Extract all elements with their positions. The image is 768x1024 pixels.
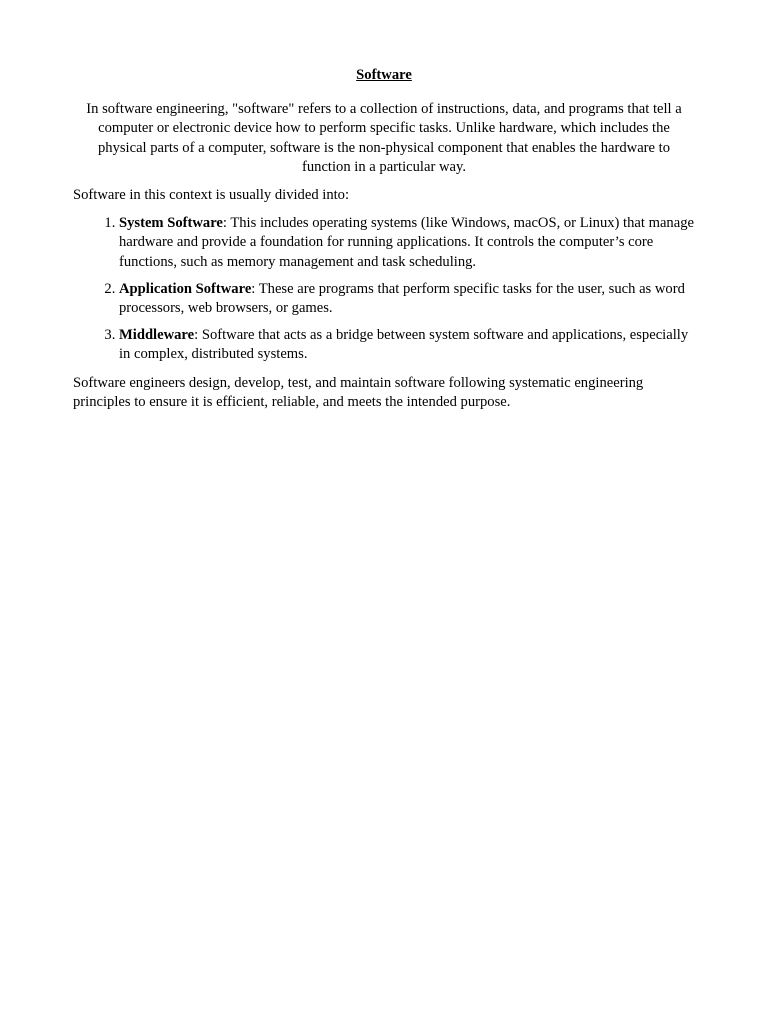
software-types-list — [73, 214, 695, 364]
list-item-term: Middleware — [119, 327, 195, 344]
list-item-text: : This includes operating systems (like Windows, macOS, or Linux) that manage hardware and provide a foundation for running applications. It controls the computer’s core functions, such as memory management and task scheduling. — [119, 215, 694, 270]
intro-paragraph: In software engineering, "software" refers to a collection of instructions, data, and programs that tell a computer or electronic device how to perform specific tasks. Unlike hardware, which includes the physical parts of a computer, software is the non-physical component that enables the hardware to function in a particular way. — [86, 101, 682, 175]
document-page — [73, 66, 695, 421]
document-title: Software — [356, 67, 412, 83]
list-item-text: : Software that acts as a bridge between system software and applications, especially in complex, distributed systems. — [119, 327, 689, 363]
closing-paragraph: Software engineers design, develop, test, and maintain software following systematic engineering principles to ensure it is efficient, reliable, and meets the intended purpose. — [73, 374, 644, 410]
list-intro-paragraph: Software in this context is usually divided into: — [73, 187, 350, 204]
list-item-system-software — [119, 214, 695, 272]
list-item-term: System Software — [119, 215, 223, 232]
list-item-middleware — [119, 326, 695, 364]
list-item-text: : These are programs that perform specific tasks for the user, such as word processors, web browsers, or games. — [119, 280, 685, 317]
list-item-term: Application Software — [119, 280, 252, 297]
list-item-application-software — [119, 280, 695, 318]
